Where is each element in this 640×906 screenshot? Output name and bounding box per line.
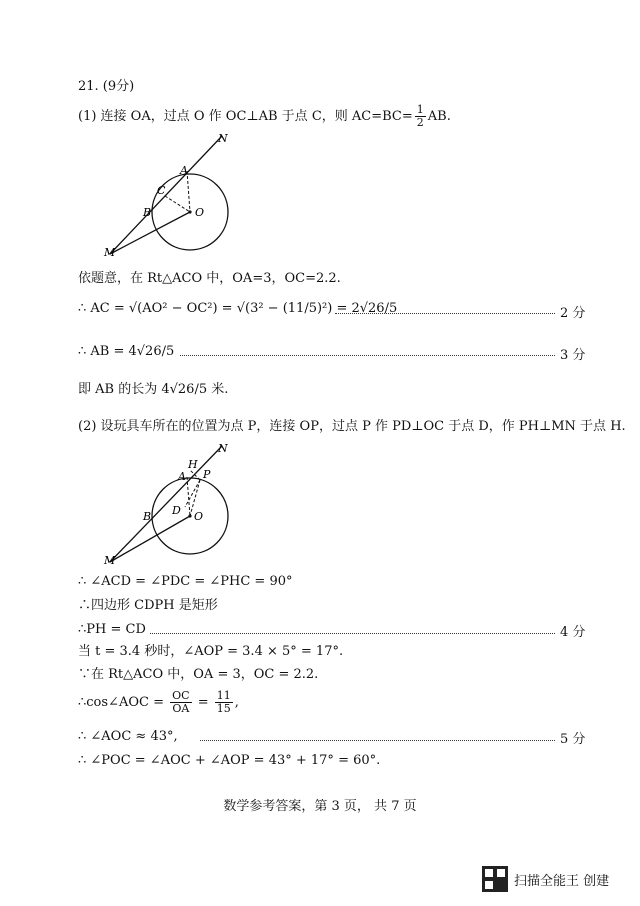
label-N: N [218,442,228,455]
label-B: B [143,510,152,523]
scanner-stamp: 扫描全能王 创建 [514,874,610,889]
part2-intro: (2) 设玩具车所在的位置为点 P，连接 OP，过点 P 作 PD⊥OC 于点 D，作 PH⊥MN 于点 H. [78,419,626,434]
part1-ab-formula: ∴ AB = 4√26/5 [78,344,175,359]
label-O: O [194,510,204,523]
page-footer: 数学参考答案，第 3 页， 共 7 页 [223,799,417,814]
label-M: M [104,554,116,567]
figure-1-circle-diagram [100,130,260,260]
qr-code-icon [482,866,508,892]
label-D: D [172,504,181,517]
step-8: ∴ ∠POC = ∠AOC + ∠AOP = 43° + 17° = 60°. [78,753,381,768]
dot-leader [200,740,555,741]
label-B: B [143,206,152,219]
step-2: ∴四边形 CDPH 是矩形 [78,598,218,613]
label-N: N [218,132,228,145]
score-4: 4 分 [560,625,586,640]
score-3: 3 分 [560,348,586,363]
part1-intro: (1) 连接 OA，过点 O 作 OC⊥AB 于点 C，则 AC=BC= $\frac{1}{2}$ AB. [78,103,451,129]
step-4: 当 t = 3.4 秒时，∠AOP = 3.4 × 5° = 17°. [78,644,344,659]
step-7: ∴ ∠AOC ≈ 43°, [78,729,178,744]
step-1: ∴ ∠ACD = ∠PDC = ∠PHC = 90° [78,574,293,589]
label-C: C [157,184,166,197]
label-A: A [180,164,188,177]
score-2: 2 分 [560,306,586,321]
step-5: ∵在 Rt△ACO 中，OA = 3，OC = 2.2. [78,667,319,682]
part1-given: 依题意，在 Rt△ACO 中，OA=3，OC=2.2. [78,271,341,286]
part1-ac-formula: ∴ AC = √(AO² − OC²) = √(3² − (11/5)²) = 2√26/5 [78,301,398,316]
step-6: ∴cos∠AOC = $\frac{OC}{OA}$ = $\frac{11}{15}$ , [78,689,239,715]
score-5: 5 分 [560,732,586,747]
part1-answer: 即 AB 的长为 4√26/5 米. [78,382,229,397]
label-M: M [104,246,116,259]
fraction-half: $\frac{1}{2}$ [416,103,424,129]
label-O: O [195,206,205,219]
figure-2-circle-diagram [100,440,260,568]
label-H: H [188,458,198,471]
dot-leader [150,633,555,634]
label-P: P [203,468,211,481]
label-A: A [178,470,186,483]
step-3: ∴PH = CD [78,622,146,637]
dot-leader [335,313,555,314]
dot-leader [180,355,555,356]
question-number: 21. (9分) [78,79,135,94]
